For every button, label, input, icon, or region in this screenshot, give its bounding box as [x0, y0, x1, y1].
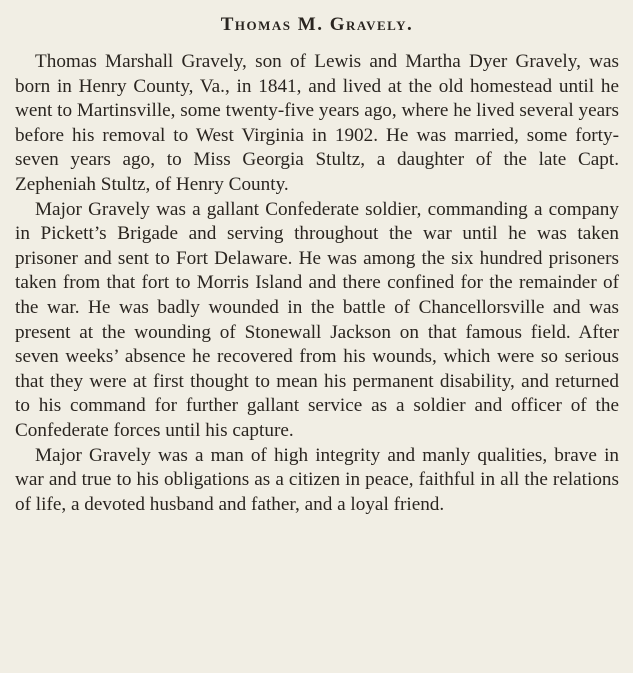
- paragraph-character: Major Gravely was a man of high integrity and manly qualities, brave in war and true to his obligations as a citizen in peace, faithful in all the relations of life, a devoted husband and father, and a loyal friend.: [15, 444, 619, 515]
- paragraph-biography: Thomas Marshall Gravely, son of Lewis and Martha Dyer Gravely, was born in Henry County, Va., in 1841, and lived at the old homestead until he went to Martinsville, some twenty-five years ago, where he lived several years before his removal to West Virginia in 1902. He was married, some forty-seven years ago, to Miss Georgia Stultz, a daughter of the late Capt. Zepheniah Stultz, of Henry County.: [15, 51, 619, 195]
- article-title: Thomas M. Gravely.: [220, 14, 414, 35]
- paragraph-military-service: Major Gravely was a gallant Confederate soldier, commanding a company in Pickett’s Brigade and serving throughout the war until he was taken prisoner and sent to Fort Delaware. He was among the six hundred prisoners taken from that fort to Morris Island and there confined for the remainder of the war. He was badly wounded in the battle of Chancellorsville and was present at the wounding of Stonewall Jackson on that famous field. After seven weeks’ absence he recovered from his wounds, which were so serious that they were at first thought to mean his permanent disability, and returned to his command for further gallant service as a soldier and officer of the Confederate forces until his capture.: [15, 198, 619, 441]
